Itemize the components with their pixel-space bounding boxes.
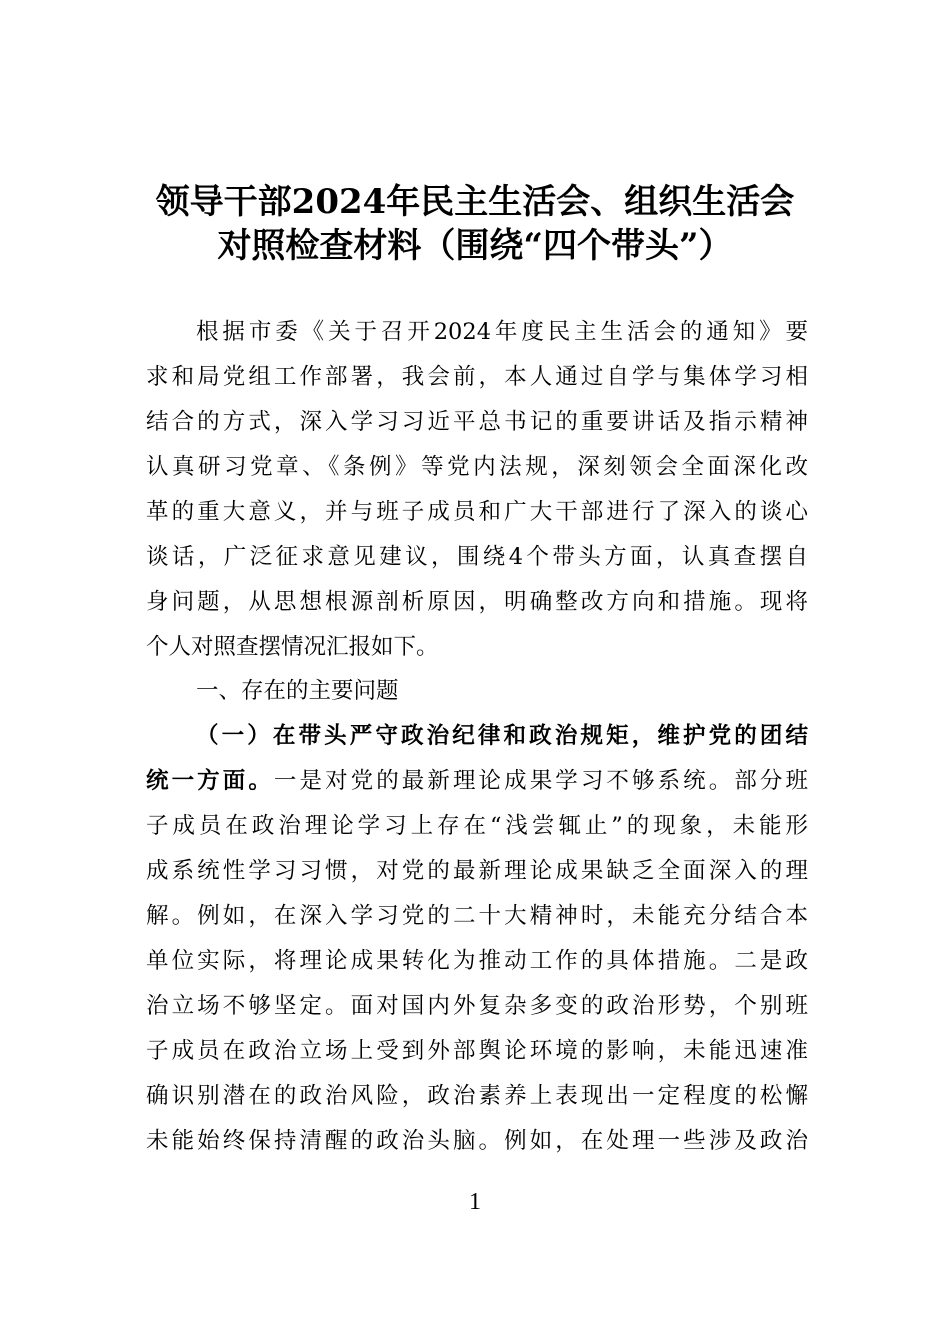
sub-heading-line: （一）在带头严守政治纪律和政治规矩，维护党的团结	[196, 723, 808, 749]
body-line: 未能始终保持清醒的政治头脑。例如，在处理一些涉及政治	[146, 1128, 808, 1154]
intro-line: 根据市委《关于召开2024年度民主生活会的通知》要	[196, 319, 808, 345]
body-line: 治立场不够坚定。面对国内外复杂多变的政治形势，个别班	[146, 993, 808, 1019]
body-line	[146, 766, 808, 796]
body-text: 一是对党的最新理论成果学习不够系统。部分班	[273, 768, 808, 794]
intro-line: 革的重大意义，并与班子成员和广大干部进行了深入的谈心	[146, 499, 808, 525]
body-line: 单位实际，将理论成果转化为推动工作的具体措施。二是政	[146, 948, 808, 974]
intro-line: 求和局党组工作部署，我会前，本人通过自学与集体学习相	[146, 364, 808, 390]
intro-line: 认真研习党章、《条例》等党内法规，深刻领会全面深化改	[146, 454, 808, 480]
intro-line: 谈话，广泛征求意见建议，围绕4个带头方面，认真查摆自	[146, 544, 808, 570]
body-line: 子成员在政治理论学习上存在“浅尝辄止”的现象，未能形	[146, 813, 808, 839]
intro-line: 个人对照查摆情况汇报如下。	[146, 634, 439, 660]
body-line: 子成员在政治立场上受到外部舆论环境的影响，未能迅速准	[146, 1038, 808, 1064]
sub-heading-line: 统一方面。	[146, 768, 274, 794]
section-heading: 一、存在的主要问题	[196, 678, 399, 704]
page-number: 1	[469, 1189, 481, 1215]
intro-line: 结合的方式，深入学习习近平总书记的重要讲话及指示精神	[146, 409, 808, 435]
document-title-line-2: 对照检查材料（围绕“四个带头”）	[217, 226, 733, 266]
body-line: 成系统性学习习惯，对党的最新理论成果缺乏全面深入的理	[146, 858, 808, 884]
intro-line: 身问题，从思想根源剖析原因，明确整改方向和措施。现将	[146, 589, 808, 615]
document-title-line-1: 领导干部2024年民主生活会、组织生活会	[155, 182, 795, 222]
body-line: 确识别潜在的政治风险，政治素养上表现出一定程度的松懈	[146, 1083, 808, 1109]
body-line: 解。例如，在深入学习党的二十大精神时，未能充分结合本	[146, 903, 808, 929]
